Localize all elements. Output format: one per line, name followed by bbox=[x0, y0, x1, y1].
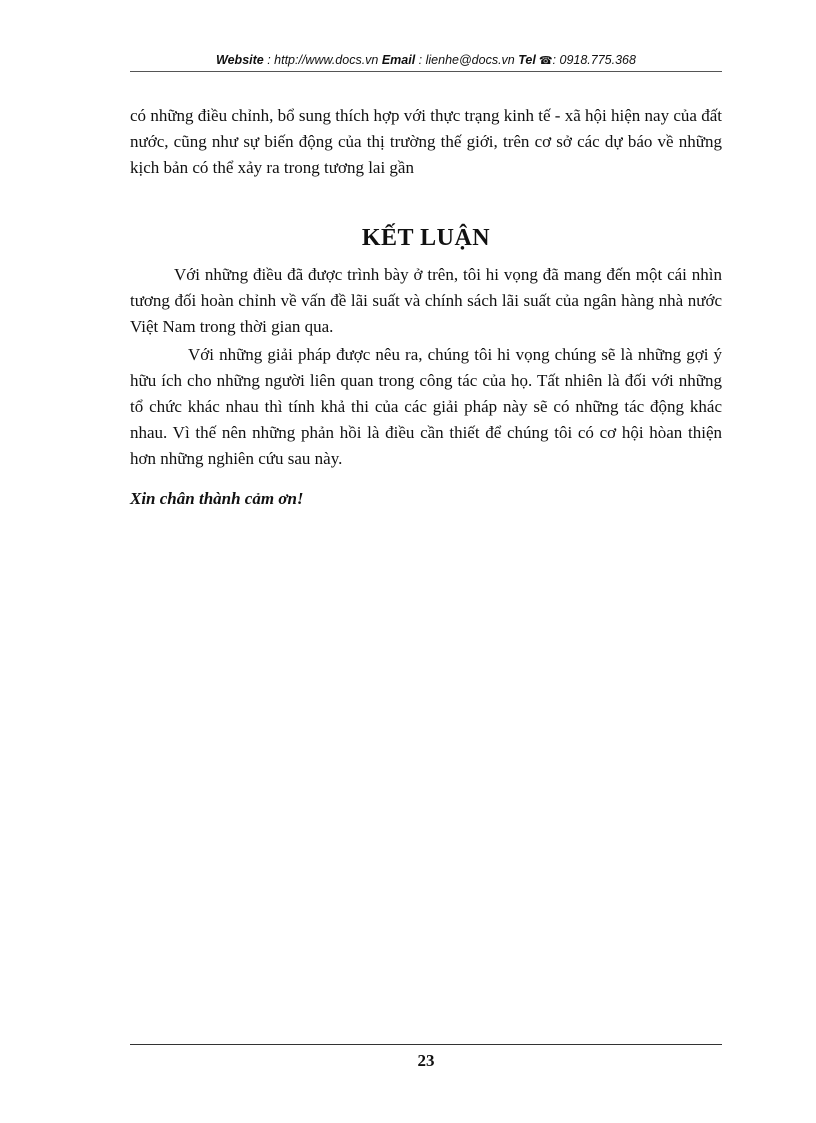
continued-paragraph: có những điều chỉnh, bổ sung thích hợp với thực trạng kinh tế - xã hội hiện nay của đất nước, cũng như sự biến động của thị trường thế giới, trên cơ sở các dự báo về những kịch bản có thể xảy ra trong tương lai gần bbox=[130, 106, 722, 177]
website-value: : http://www.docs.vn bbox=[263, 53, 382, 67]
footer-divider bbox=[130, 1044, 722, 1045]
website-label: Website bbox=[216, 53, 264, 67]
page-number: 23 bbox=[417, 1051, 435, 1070]
thanks-line: Xin chân thành cảm ơn! bbox=[130, 489, 304, 508]
email-label: Email bbox=[381, 53, 416, 67]
tel-value: : 0918.775.368 bbox=[552, 53, 636, 67]
section-title: KẾT LUẬN bbox=[361, 225, 491, 251]
email-value: : lienhe@docs.vn bbox=[415, 53, 519, 67]
phone-icon: ☎ bbox=[538, 55, 553, 67]
tel-label: Tel bbox=[518, 53, 536, 67]
header-divider bbox=[130, 71, 722, 72]
page-header bbox=[130, 52, 722, 69]
conclusion-paragraph-2: Với những giải pháp được nêu ra, chúng tôi hi vọng chúng sẽ là những gợi ý hữu ích cho những người liên quan trong công tác của họ. Tất nhiên là đối với những tổ chức khác nhau thì tính khả thi của các giải pháp này sẽ có những tác động khác nhau. Vì thế nên những phản hồi là điều cần thiết để chúng tôi có cơ hội hòan thiện hơn những nghiên cứu sau này. bbox=[130, 345, 722, 468]
conclusion-paragraph-1: Với những điều đã được trình bày ở trên, tôi hi vọng đã mang đến một cái nhìn tương đối hoàn chỉnh về vấn đề lãi suất và chính sách lãi suất của ngân hàng nhà nước Việt Nam trong thời gian qua. bbox=[130, 265, 722, 336]
